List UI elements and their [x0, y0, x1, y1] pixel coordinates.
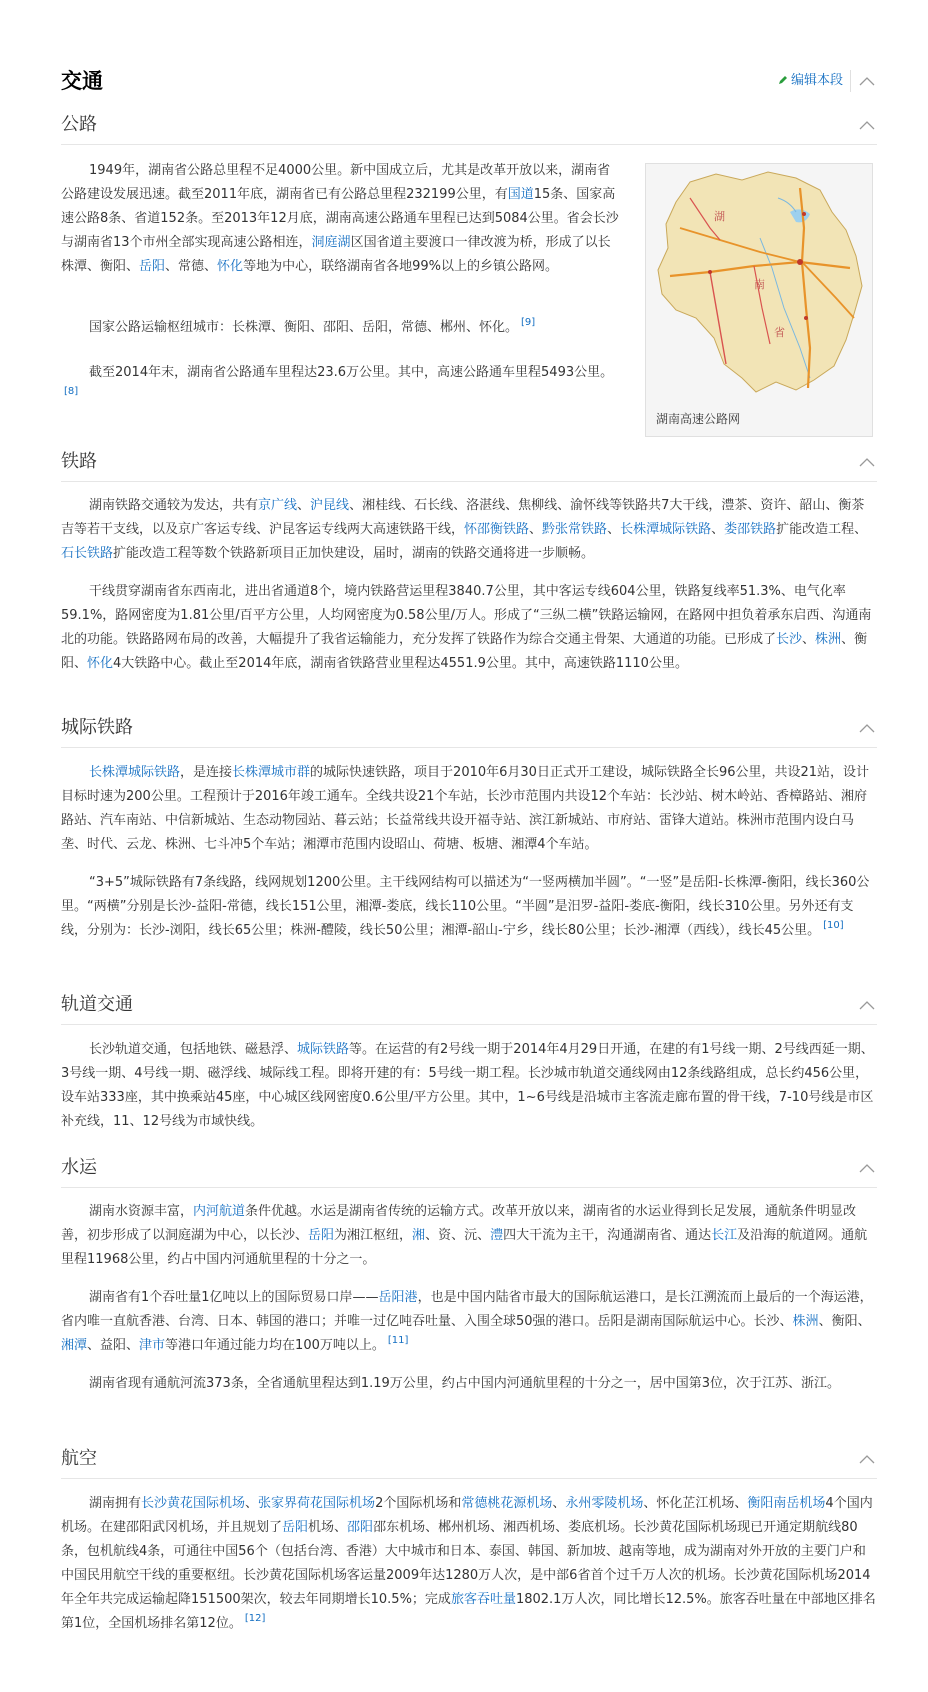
link[interactable]: 岳阳: [139, 259, 166, 274]
subsection-title: 轨道交通: [61, 994, 133, 1015]
figure-caption: 湖南高速公路网: [656, 412, 741, 426]
subsection-header-guidao: [61, 986, 877, 1025]
link[interactable]: 城际铁路: [297, 1042, 350, 1057]
link[interactable]: 国道: [507, 187, 534, 202]
paragraph: 截至2014年末，湖南省公路通车里程达23.6万公里。其中，高速公路通车里程5493公里。[8]: [64, 365, 614, 397]
subsection-title: 水运: [61, 1157, 97, 1178]
subsection-header-shuiyun: [61, 1149, 877, 1188]
link[interactable]: 湘潭: [61, 1338, 88, 1353]
paragraph: 长株潭城际铁路，是连接长株潭城市群的城际快速铁路，项目于2010年6月30日正式开工建设，城际铁路全长96公里，共设21站，设计目标时速为200公里。工程预计于2016年竣工通车。全线共设21个车站，长沙市范围内共设12个车站：长沙站、树木岭站、香樟路站、湘府路站、汽车南站、中信新城站、生态动物园站、暮云站；长益常线共设开福寺站、滨江新城站、市府站、雷锋大道站。株洲市范围内设白马垄、时代、云龙、株洲、七斗冲5个车站；湘潭市范围内设昭山、荷塘、板塘、湘潭4个车站。: [61, 765, 870, 852]
section-header: [61, 64, 877, 98]
link[interactable]: 澧: [490, 1228, 504, 1243]
section-title: 交通: [61, 69, 103, 93]
link[interactable]: 石长铁路: [61, 546, 114, 561]
paragraph: 湖南水资源丰富，内河航道条件优越。水运是湖南省传统的运输方式。改革开放以来，湖南省的水运业得到长足发展，通航条件明显改善，初步形成了以洞庭湖为中心，以长沙、岳阳为湘江枢纽，湘、资、沅、澧四大干流为主干，沟通湖南省、通达长江及沿海的航道网。通航里程11968公里，约占中国内河通航里程的十分之一。: [61, 1204, 868, 1267]
collapse-section-icon[interactable]: [859, 76, 875, 86]
paragraph: 干线贯穿湖南省东西南北，进出省通道8个，境内铁路营运里程3840.7公里，其中客运专线604公里，铁路复线率51.3%、电气化率59.1%，路网密度为1.81公里/百平方公里，人均网密度为0.58公里/万人。形成了“三纵二横”铁路运输网，在路网中担负着承东启西、沟通南北的功能。铁路路网布局的改善，大幅提升了我省运输能力，充分发挥了铁路作为综合交通主骨架、大通道的功能。已形成了长沙、株洲、衡阳、怀化4大铁路中心。截止至2014年底，湖南省铁路营业里程达4551.9公里。其中，高速铁路1110公里。: [61, 584, 872, 671]
citation-link[interactable]: [11]: [387, 1335, 409, 1346]
link[interactable]: 津市: [139, 1338, 166, 1353]
paragraph: 长沙轨道交通，包括地铁、磁悬浮、城际铁路等。在运营的有2号线一期于2014年4月29日开通，在建的有1号线一期、2号线西延一期、3号线一期、4号线一期、磁浮线、城际线工程。即将开建的有：5号线一期工程。长沙城市轨道交通线网由12条线路组成，总长约456公里，设车站333座，其中换乘站45座，中心城区线网密度0.6公里/平方公里。其中，1~6号线是沿城市主客流走廊布置的骨干线，7-10号线是市区补充线，11、12号线为市域快线。: [61, 1042, 874, 1129]
link[interactable]: 邵阳: [347, 1520, 374, 1535]
edit-section-label: 编辑本段: [790, 73, 843, 88]
paragraph: 湖南省有1个吞吐量1亿吨以上的国际贸易口岸——岳阳港，也是中国内陆省市最大的国际航运港口，是长江溯流而上最后的一个海运港，省内唯一直航香港、台湾、日本、韩国的港口；并唯一过亿吨吞吐量、入围全球50强的港口。岳阳是湖南国际航运中心。长沙、株洲、衡阳、湘潭、益阳、津市等港口年通过能力均在100万吨以上。 [11]: [61, 1290, 873, 1353]
paragraph: 湖南省现有通航河流373条，全省通航里程达到1.19万公里，约占中国内河通航里程的十分之一，居中国第3位，次于江苏、浙江。: [89, 1376, 841, 1391]
link[interactable]: 永州零陵机场: [565, 1496, 644, 1511]
paragraph: 国家公路运输枢纽城市：长株潭、衡阳、邵阳、岳阳，常德、郴州、怀化。 [9]: [89, 317, 536, 335]
link[interactable]: 长株潭城际铁路: [620, 522, 712, 537]
citation-link[interactable]: [12]: [244, 1613, 266, 1624]
collapse-icon[interactable]: [859, 723, 875, 733]
link[interactable]: 娄邵铁路: [724, 522, 777, 537]
link[interactable]: 怀化: [217, 259, 244, 274]
link[interactable]: 怀化: [87, 656, 114, 671]
link[interactable]: 衡阳南岳机场: [747, 1496, 826, 1511]
citation-link[interactable]: [8]: [64, 386, 79, 397]
link[interactable]: 长株潭城市群: [232, 765, 311, 780]
link[interactable]: 洞庭湖: [311, 235, 351, 250]
divider: [850, 70, 851, 92]
link[interactable]: 岳阳: [308, 1228, 335, 1243]
collapse-icon[interactable]: [859, 1163, 875, 1173]
link[interactable]: 怀邵衡铁路: [464, 522, 530, 537]
paragraph: “3+5”城际铁路有7条线路，线网规划1200公里。主干线网结构可以描述为“一竖两横加半圆”。“一竖”是岳阳-长株潭-衡阳，线长360公里。“两横”分别是长沙-益阳-常德，线长151公里，湘潭-娄底，线长110公里。“半圆”是汨罗-益阳-娄底-衡阳，线长310公里。另外还有支线，分别为：长沙-浏阳，线长65公里；株洲-醴陵，线长50公里；湘潭-韶山-宁乡，线长80公里；长沙-湘潭（西线），线长45公里。 [10]: [61, 875, 870, 938]
link[interactable]: 沪昆线: [310, 498, 350, 513]
link[interactable]: 长株潭城际铁路: [89, 765, 181, 780]
link[interactable]: 黔张常铁路: [542, 522, 608, 537]
subsection-header-hangkong: [61, 1440, 877, 1479]
subsection-title: 航空: [61, 1448, 97, 1469]
link[interactable]: 岳阳港: [378, 1290, 418, 1305]
collapse-icon[interactable]: [859, 1000, 875, 1010]
map-label: 省: [774, 326, 785, 339]
map-figure[interactable]: [645, 163, 873, 437]
subsection-header-tielu: [61, 443, 877, 482]
paragraph: 湖南拥有长沙黄花国际机场、张家界荷花国际机场2个国际机场和常德桃花源机场、永州零陵机场、怀化芷江机场、衡阳南岳机场4个国内机场。在建邵阳武冈机场，并且规划了岳阳机场、邵阳邵东机场、郴州机场、湘西机场、娄底机场。长沙黄花国际机场现已开通定期航线80条，包机航线4条，可通往中国56个（包括台湾、香港）大中城市和日本、泰国、韩国、新加坡、越南等地，成为湖南对外开放的主要门户和中国民用航空干线的重要枢纽。长沙黄花国际机场客运量2009年达1280万人次，是中部6省首个过千万人次的机场。长沙黄花国际机场2014年全年共完成运输起降151500架次，较去年同期增长10.5%；完成旅客吞吐量1802.1万人次，同比增长12.5%。旅客吞吐量在中部地区排名第1位，全国机场排名第12位。 [12]: [61, 1496, 876, 1631]
link[interactable]: 株洲: [815, 632, 842, 647]
link[interactable]: 京广线: [258, 498, 298, 513]
paragraph: 1949年，湖南省公路总里程不足4000公里。新中国成立后，尤其是改革开放以来，湖南省公路建设发展迅速。截至2011年底，湖南省已有公路总里程232199公里，有国道15条、国家高速公路8条、省道152条。至2013年12月底，湖南高速公路通车里程已达到5084公里。省会长沙与湖南省13个市州全部实现高速公路相连，洞庭湖区国省道主要渡口一律改渡为桥，形成了以长株潭、衡阳、岳阳、常德、怀化等地为中心，联络湖南省各地99%以上的乡镇公路网。: [61, 163, 619, 274]
subsection-title: 城际铁路: [61, 717, 133, 738]
subsection-header-chengji: [61, 709, 877, 748]
collapse-icon[interactable]: [859, 457, 875, 467]
link[interactable]: 内河航道: [193, 1204, 246, 1219]
edit-section-button[interactable]: [778, 71, 843, 91]
link[interactable]: 常德桃花源机场: [461, 1496, 553, 1511]
link[interactable]: 旅客吞吐量: [450, 1592, 516, 1607]
subsection-title: 公路: [61, 114, 97, 135]
map-label: 南: [754, 278, 765, 291]
hunan-highway-map: [650, 168, 868, 404]
map-label: 湖: [714, 210, 725, 223]
link[interactable]: 长沙黄花国际机场: [141, 1496, 246, 1511]
paragraph: 湖南铁路交通较为发达，共有京广线、沪昆线、湘桂线、石长线、洛湛线、焦柳线、渝怀线等铁路共7大干线，澧茶、资许、韶山、衡茶吉等若干支线，以及京广客运专线、沪昆客运专线两大高速铁路干线，怀邵衡铁路、黔张常铁路、长株潭城际铁路、娄邵铁路扩能改造工程、石长铁路扩能改造工程等数个铁路新项目正加快建设，届时，湖南的铁路交通将进一步顺畅。: [61, 498, 868, 561]
collapse-icon[interactable]: [859, 1454, 875, 1464]
pencil-icon: [778, 75, 788, 85]
link[interactable]: 长江: [711, 1228, 738, 1243]
collapse-icon[interactable]: [859, 120, 875, 130]
link[interactable]: 岳阳: [282, 1520, 309, 1535]
link[interactable]: 长沙: [776, 632, 803, 647]
link[interactable]: 张家界荷花国际机场: [258, 1496, 376, 1511]
link[interactable]: 株洲: [792, 1314, 819, 1329]
citation-link[interactable]: [10]: [823, 920, 844, 931]
subsection-title: 铁路: [61, 451, 97, 472]
subsection-header-gonglu: [61, 106, 877, 145]
link[interactable]: 湘: [412, 1228, 426, 1243]
citation-link[interactable]: [9]: [521, 317, 536, 328]
